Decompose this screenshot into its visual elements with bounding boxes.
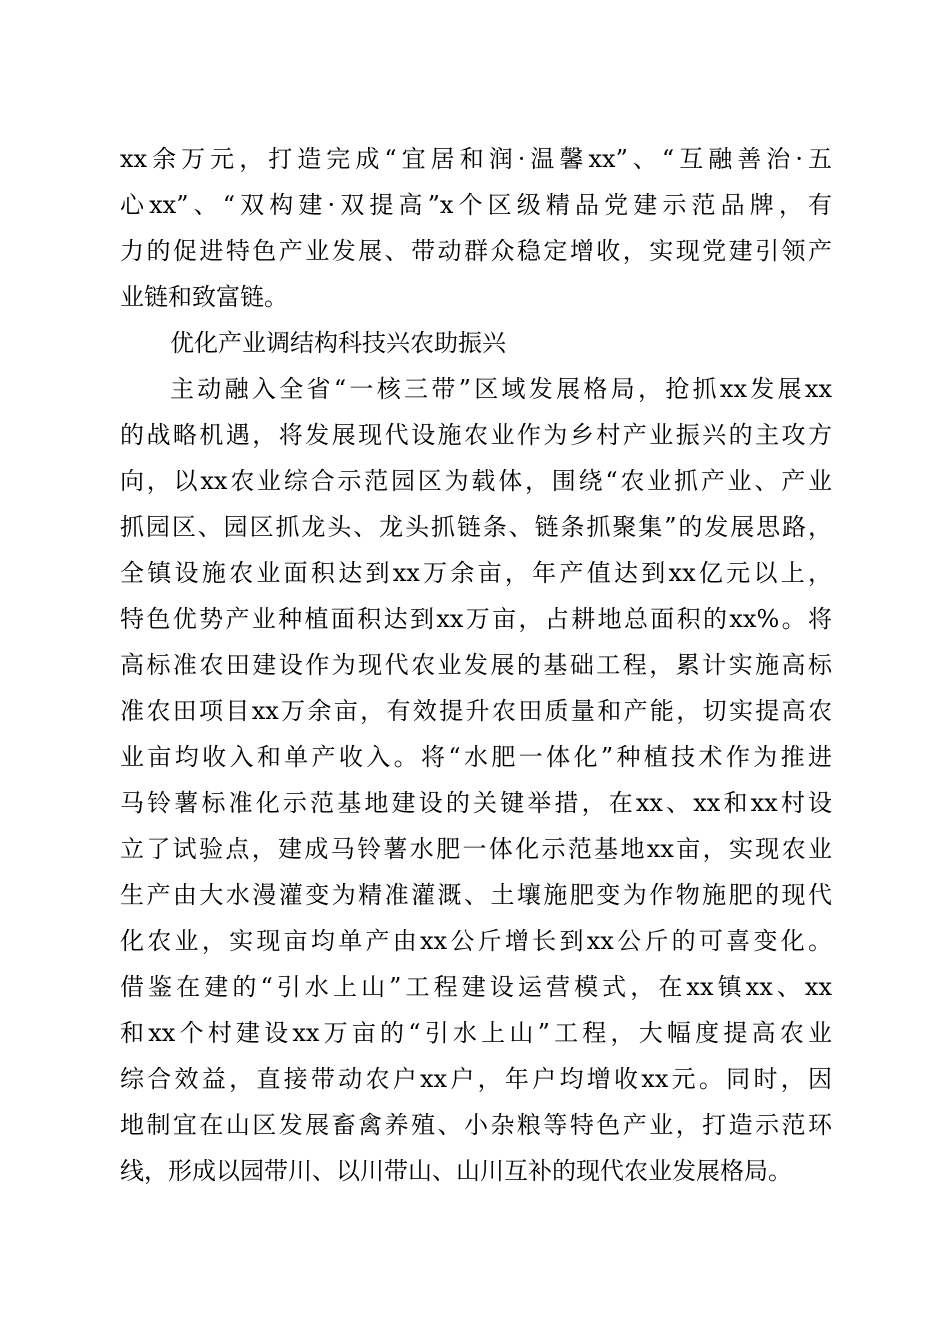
paragraph-2-line: 业亩均收入和单产收入。将“水肥一体化”种植技术作为推进	[120, 743, 832, 771]
paragraph-1-line: 业链和致富链。	[120, 283, 288, 311]
paragraph-2-line: 高标准农田建设作为现代农业发展的基础工程，累计实施高标	[120, 651, 832, 679]
paragraph-2-line: 地制宜在山区发展畜禽养殖、小杂粮等特色产业，打造示范环	[120, 1111, 832, 1139]
paragraph-2-line: 马铃薯标准化示范基地建设的关键举措，在xx、xx和xx村设	[120, 789, 832, 817]
paragraph-2-line: 的战略机遇，将发展现代设施农业作为乡村产业振兴的主攻方	[120, 421, 832, 449]
paragraph-1-line: xx余万元，打造完成“宜居和润·温馨xx”、“互融善治·五	[120, 145, 832, 173]
paragraph-1-line: 心xx”、“双构建·双提高”x个区级精品党建示范品牌，有	[120, 191, 832, 219]
section-heading: 优化产业调结构科技兴农助振兴	[170, 329, 506, 357]
paragraph-2-line: 和xx个村建设xx万亩的“引水上山”工程，大幅度提高农业	[120, 1019, 832, 1047]
paragraph-2-line: 主动融入全省“一核三带”区域发展格局，抢抓xx发展xx	[170, 375, 832, 403]
paragraph-2-line: 准农田项目xx万余亩，有效提升农田质量和产能，切实提高农	[120, 697, 832, 725]
paragraph-1-line: 力的促进特色产业发展、带动群众稳定增收，实现党建引领产	[120, 237, 832, 265]
paragraph-2-line: 线，形成以园带川、以川带山、山川互补的现代农业发展格局。	[120, 1157, 792, 1185]
paragraph-2-line: 生产由大水漫灌变为精准灌溉、土壤施肥变为作物施肥的现代	[120, 881, 832, 909]
paragraph-2-line: 抓园区、园区抓龙头、龙头抓链条、链条抓聚集”的发展思路，	[120, 513, 832, 541]
paragraph-2-line: 特色优势产业种植面积达到xx万亩，占耕地总面积的xx%。将	[120, 605, 832, 633]
paragraph-2-line: 向，以xx农业综合示范园区为载体，围绕“农业抓产业、产业	[120, 467, 832, 495]
paragraph-2-line: 借鉴在建的“引水上山”工程建设运营模式，在xx镇xx、xx	[120, 973, 832, 1001]
paragraph-2-line: 立了试验点，建成马铃薯水肥一体化示范基地xx亩，实现农业	[120, 835, 832, 863]
paragraph-2-line: 综合效益，直接带动农户xx户，年户均增收xx元。同时，因	[120, 1065, 832, 1093]
paragraph-2-line: 化农业，实现亩均单产由xx公斤增长到xx公斤的可喜变化。	[120, 927, 832, 955]
document-body	[120, 136, 832, 1194]
paragraph-2-line: 全镇设施农业面积达到xx万余亩，年产值达到xx亿元以上，	[120, 559, 832, 587]
